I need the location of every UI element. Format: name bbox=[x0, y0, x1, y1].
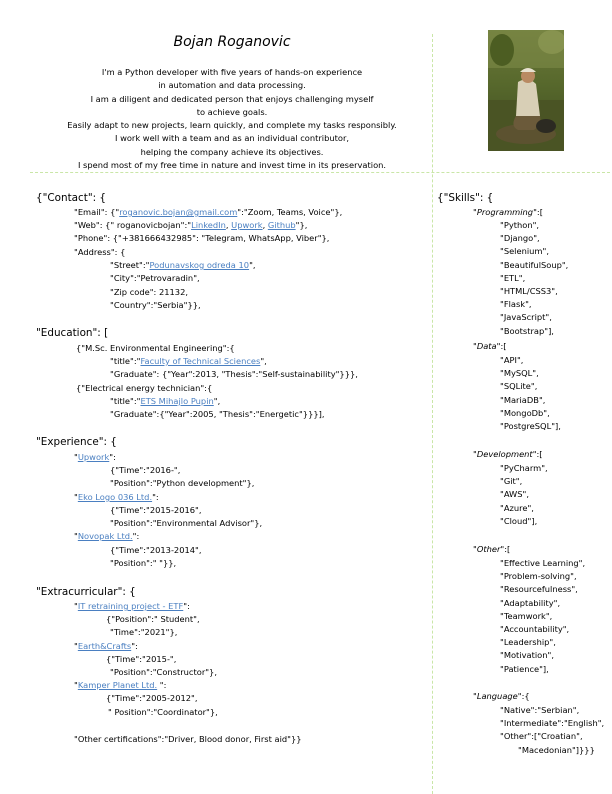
skill-group-name: Language bbox=[476, 691, 518, 701]
street-link[interactable]: Podunavskog odreda 10 bbox=[149, 260, 250, 270]
skill-item: "Patience"], bbox=[500, 663, 549, 674]
skill-item: "Other":["Croatian", bbox=[500, 731, 583, 742]
skill-group-heading: "Development":[ bbox=[473, 449, 543, 459]
education-degree: {"M.Sc. Environmental Engineering":{ bbox=[76, 343, 235, 353]
address-zip: "Zip code": 21132, bbox=[110, 287, 188, 297]
skill-item: "Git", bbox=[500, 476, 523, 487]
experience-time: {"Time":"2013-2014", bbox=[110, 545, 202, 555]
skill-group-open: ":[ bbox=[532, 449, 543, 459]
summary-line: in automation and data processing. bbox=[158, 80, 306, 91]
skill-group-open: ":[ bbox=[533, 207, 543, 217]
extracurricular-detail: {"Position":" Student", bbox=[106, 614, 200, 624]
skill-item: "PyCharm", bbox=[500, 463, 548, 473]
experience-time: {"Time":"2015-2016", bbox=[110, 505, 202, 515]
linkedin-link[interactable]: LinkedIn bbox=[191, 220, 226, 230]
skill-item: "Bootstrap"], bbox=[500, 325, 554, 336]
skill-list bbox=[500, 354, 561, 433]
title-suffix: ", bbox=[260, 356, 267, 366]
activity-suffix: ": bbox=[183, 601, 190, 611]
skill-item: "Selenium", bbox=[500, 246, 549, 257]
skill-list bbox=[500, 219, 568, 338]
skill-item: "AWS", bbox=[500, 489, 529, 500]
education-title bbox=[110, 355, 267, 368]
skill-item: "Flask", bbox=[500, 299, 532, 310]
skill-item: "API", bbox=[500, 355, 524, 365]
skill-item: "Intermediate":"English", bbox=[500, 718, 605, 729]
skill-group-open: ":[ bbox=[496, 341, 507, 351]
skill-group-open: ":[ bbox=[500, 544, 511, 554]
skill-group-name: Programming bbox=[476, 207, 534, 217]
address-country: "Country":"Serbia"}}, bbox=[110, 300, 201, 310]
summary-line: I am a diligent and dedicated person that enjoys challenging myself bbox=[90, 93, 374, 104]
title-prefix: "title":" bbox=[110, 356, 141, 366]
experience-company: "Eko Logo 036 Ltd.": bbox=[74, 492, 159, 502]
skill-item: "Macedonian"]}}} bbox=[518, 744, 595, 755]
company-link[interactable]: Eko Logo 036 Ltd. bbox=[77, 492, 153, 502]
education-graduate: "Graduate": {"Year":2013, "Thesis":"Self-sustainability"}}}, bbox=[110, 369, 358, 379]
extracurricular-detail: {"Time":"2015-", bbox=[106, 654, 177, 664]
experience-position: "Position":" "}}, bbox=[110, 558, 177, 568]
skill-item: "Native":"Serbian", bbox=[500, 705, 580, 715]
experience-position: "Position":"Environmental Advisor"}, bbox=[110, 518, 263, 528]
skill-group-name: Data bbox=[476, 341, 497, 351]
skills-heading: {"Skills": { bbox=[437, 192, 494, 204]
profile-photo bbox=[488, 30, 564, 151]
extracurricular-item: "IT retraining project - ETF": bbox=[74, 601, 190, 611]
extracurricular-detail: {"Time":"2005-2012", bbox=[106, 693, 198, 703]
summary bbox=[0, 66, 464, 172]
activity-link[interactable]: IT retraining project - ETF bbox=[77, 601, 184, 611]
github-link[interactable]: Github bbox=[267, 220, 296, 230]
skill-item: "Accountability", bbox=[500, 624, 570, 635]
skill-item: "SQLite", bbox=[500, 381, 538, 392]
education-heading: "Education": [ bbox=[36, 327, 109, 339]
summary-line: to achieve goals. bbox=[196, 106, 268, 117]
skill-group-heading: "Other":[ bbox=[473, 544, 511, 554]
summary-line: Easily adapt to new projects, learn quickly, and complete my tasks responsibly. bbox=[67, 120, 397, 131]
skill-item: "Resourcefulness", bbox=[500, 584, 578, 595]
skill-group-name: Development bbox=[476, 449, 533, 459]
skill-list bbox=[500, 557, 585, 676]
education-title bbox=[110, 395, 220, 408]
experience-heading: "Experience": { bbox=[36, 436, 117, 448]
skill-item: "JavaScript", bbox=[500, 312, 552, 323]
skill-item: "Adaptability", bbox=[500, 597, 561, 608]
experience-position: "Position":"Python development"}, bbox=[110, 478, 255, 488]
skill-item: "Teamwork", bbox=[500, 610, 553, 621]
email-link[interactable]: roganovic.bojan@gmail.com bbox=[119, 207, 238, 217]
skill-group-heading: "Data":[ bbox=[473, 341, 507, 351]
page-title: Bojan Roganovic bbox=[173, 34, 291, 50]
company-link[interactable]: Novopak Ltd. bbox=[77, 531, 133, 541]
skill-item: "MariaDB", bbox=[500, 394, 546, 405]
experience-time: {"Time":"2016-", bbox=[110, 465, 181, 475]
skill-item: "Leadership", bbox=[500, 637, 556, 648]
contact-web: "Web": {" roganovicbojan":"LinkedIn, Upwork, Github"}, bbox=[74, 220, 308, 230]
company-suffix: ": bbox=[132, 531, 140, 541]
email-prefix: "Email": {" bbox=[74, 207, 120, 217]
web-prefix: "Web": {" roganovicbojan":" bbox=[74, 220, 192, 230]
street-suffix: ", bbox=[249, 260, 256, 270]
skill-item: "Problem-solving", bbox=[500, 571, 577, 582]
summary-line: helping the company achieve its objectives. bbox=[140, 146, 324, 157]
upwork-link[interactable]: Upwork bbox=[231, 220, 263, 230]
education-degree: {"Electrical energy technician":{ bbox=[76, 383, 213, 393]
experience-company: "Novopak Ltd.": bbox=[74, 531, 140, 541]
street-prefix: "Street":" bbox=[110, 260, 150, 270]
extracurricular-item: "Kamper Planet Ltd. ": bbox=[74, 680, 167, 690]
skill-item: "Motivation", bbox=[500, 650, 554, 661]
address-heading: "Address": { bbox=[74, 247, 126, 257]
skill-item: "Cloud"], bbox=[500, 515, 538, 526]
activity-suffix: ": bbox=[157, 680, 167, 690]
skill-list bbox=[500, 462, 548, 528]
activity-link[interactable]: Kamper Planet Ltd. bbox=[77, 680, 158, 690]
summary-line: I'm a Python developer with five years of hands-on experience bbox=[101, 67, 363, 77]
web-suffix: "}, bbox=[295, 220, 308, 230]
summary-line: I work well with a team and as an individual contributor, bbox=[114, 133, 349, 144]
extracurricular-item: "Earth&Crafts": bbox=[74, 641, 138, 651]
skill-group-heading: "Language":{ bbox=[473, 691, 530, 701]
activity-link[interactable]: Earth&Crafts bbox=[77, 641, 132, 651]
skill-item: "Python", bbox=[500, 220, 540, 230]
experience-company: "Upwork": bbox=[74, 452, 116, 462]
title-prefix: "title":" bbox=[110, 396, 141, 406]
school-link[interactable]: Faculty of Technical Sciences bbox=[140, 356, 261, 366]
extracurricular-detail: " Position":"Coordinator"}, bbox=[108, 707, 218, 717]
extracurricular-heading: "Extracurricular": { bbox=[36, 586, 136, 598]
skill-item: "Effective Learning", bbox=[500, 558, 586, 568]
skill-item: "MySQL", bbox=[500, 368, 539, 379]
contact-heading: {"Contact": { bbox=[36, 192, 107, 204]
company-suffix: ": bbox=[109, 452, 116, 462]
company-link[interactable]: Upwork bbox=[77, 452, 110, 462]
summary-line: I spend most of my free time in nature and invest time in its preservation. bbox=[77, 160, 387, 171]
title-suffix: ", bbox=[213, 396, 221, 406]
skill-item: "HTML/CSS3", bbox=[500, 286, 558, 297]
company-suffix: ": bbox=[152, 492, 159, 502]
email-suffix: ":"Zoom, Teams, Voice"}, bbox=[237, 207, 343, 217]
address-city: "City":"Petrovaradin", bbox=[110, 273, 200, 283]
school-link[interactable]: ETS Mihajlo Pupin bbox=[140, 396, 214, 406]
other-certifications: "Other certifications":"Driver, Blood donor, First aid"}} bbox=[74, 734, 302, 744]
skill-item: "PostgreSQL"], bbox=[500, 421, 561, 432]
extracurricular-detail: "Time":"2021"}, bbox=[110, 627, 178, 637]
skill-item: "Django", bbox=[500, 233, 540, 244]
extracurricular-detail: "Position":"Constructor"}, bbox=[110, 667, 217, 677]
activity-suffix: ": bbox=[131, 641, 138, 651]
skill-item: "MongoDb", bbox=[500, 407, 550, 418]
contact-phone: "Phone": {"+381666432985": "Telegram, WhatsApp, Viber"}, bbox=[74, 233, 330, 243]
address-street bbox=[110, 259, 256, 272]
skill-list bbox=[500, 704, 604, 757]
skill-item: "Azure", bbox=[500, 502, 534, 513]
contact-email bbox=[74, 206, 342, 219]
skill-group-heading: "Programming":[ bbox=[473, 207, 543, 217]
skill-group-name: Other bbox=[476, 544, 501, 554]
skill-group-open: ":{ bbox=[517, 691, 530, 701]
skill-item: "ETL", bbox=[500, 272, 526, 283]
education-graduate: "Graduate":{"Year":2005, "Thesis":"Energetic"}}}], bbox=[110, 409, 325, 419]
skill-item: "BeautifulSoup", bbox=[500, 259, 569, 270]
